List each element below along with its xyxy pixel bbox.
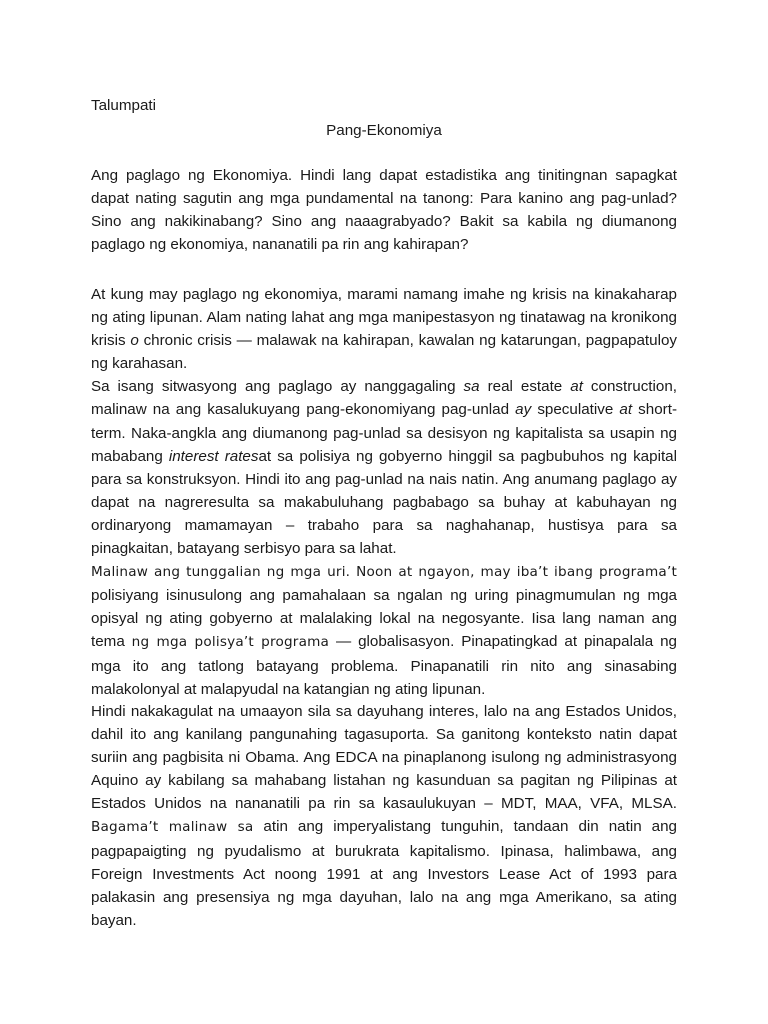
paragraph-2 — [91, 283, 677, 701]
paragraph-2-text: real estate — [479, 378, 571, 396]
paragraph-3-alt-font-text: Bagama’t malinaw sa — [91, 819, 254, 836]
paragraph-2-text: at sa polisiya ng gobyerno hinggil sa pagbubuhos ng kapital para sa konstruksyon. Hindi ito ang pag-unlad na nais natin. Ang anumang paglago ay dapat na nagreresulta sa makabuluhang pagbabago sa buhay at kabuhayan ng ordinaryong mamamayan – trabaho para sa naghahanap, hustisya para sa pinagkaitan, batayang serbisyo para sa lahat. — [91, 447, 677, 558]
paragraph-2-text: Sa isang sitwasyong ang paglago ay nanggagaling — [91, 378, 464, 396]
paragraph-1: Ang paglago ng Ekonomiya. Hindi lang dapat estadistika ang tinitingnan sapagkat dapat nating sagutin ang mga pundamental na tanong: Para kanino ang pag-unlad? Sino ang nakikinabang? Sino ang naaagrabyado? Bakit sa kabila ng diumanong paglago ng ekonomiya, nananatili pa rin ang kahirapan? — [91, 167, 677, 254]
paragraph-2-emphasis: o — [130, 332, 139, 350]
paragraph-2-emphasis: ay — [515, 401, 532, 419]
document-title: Pang-Ekonomiya — [326, 122, 442, 139]
paragraph-2-text: At kung may paglago ng ekonomiya, marami namang imahe ng krisis na kinakaharap ng ating lipunan. Alam nating lahat ang mga manipestasyon ng tinatawag na kronikong krisis — [91, 286, 677, 350]
paragraph-2-alt-font-text: ng mga polisya’t programa — [131, 634, 330, 651]
paragraph-2-text: polisiyang isinusulong ang pamahalaan sa ngalan ng uring pinagmumulan ng mga opisyal ng ating gobyerno at malalaking lokal na negosyante. Iisa lang naman ang tema — [91, 587, 677, 651]
paragraph-3-text: Hindi nakakagulat na umaayon sila sa dayuhang interes, lalo na ang Estados Unidos, dahil ito ang kanilang pangunahing tagasuporta. Sa ganitong konteksto natin dapat suriin ang pagbisita ni Obama. Ang EDCA na pinaplanong isulong ng administrasyong Aquino ay kabilang sa mahabang listahan ng kasunduan sa pagitan ng Pilipinas at Estados Unidos na nananatili pa rin sa kasaulukuyan – MDT, MAA, VFA, MLSA. — [91, 703, 677, 813]
paragraph-2-alt-font-text: Malinaw ang tunggalian ng mga uri. Noon at ngayon, may iba’t ibang programa’t — [91, 564, 677, 581]
speech-label: Talumpati — [91, 97, 156, 114]
paragraph-2-text: chronic crisis — malawak na kahirapan, kawalan ng katarungan, pagpapatuloy ng karahasan. — [91, 332, 677, 373]
paragraph-3 — [91, 700, 677, 932]
paragraph-2-text: speculative — [531, 401, 620, 419]
paragraph-2-text: construction, malinaw na ang kasalukuyang pang-ekonomiyang pag-unlad — [91, 378, 678, 419]
paragraph-2-emphasis: at — [570, 378, 583, 396]
paragraph-2-text: short-term. Naka-angkla ang diumanong pag-unlad sa desisyon ng kapitalista sa usapin ng mababang — [91, 401, 678, 465]
paragraph-3-text: atin ang imperyalistang tunguhin, tandaan din natin ang pagpapaigting ng pyudalismo at burukrata kapitalismo. Ipinasa, halimbawa, ang Foreign Investments Act noong 1991 at ang Investors Lease Act of 1993 para palakasin ang presensiya ng mga dayuhan, lalo na ang mga Amerikano, sa ating bayan. — [91, 818, 677, 929]
paragraph-2-emphasis: interest rates — [168, 447, 259, 465]
paragraph-2-emphasis: sa — [463, 378, 480, 396]
paragraph-2-text: — globalisasyon. Pinapatingkad at pinapalala ng mga ito ang tatlong batayang problema. Pinapanatili rin nito ang sinasabing malakolonyal at malapyudal na katangian ng ating lipunan. — [91, 633, 678, 698]
paragraph-2-emphasis: at — [619, 401, 633, 419]
